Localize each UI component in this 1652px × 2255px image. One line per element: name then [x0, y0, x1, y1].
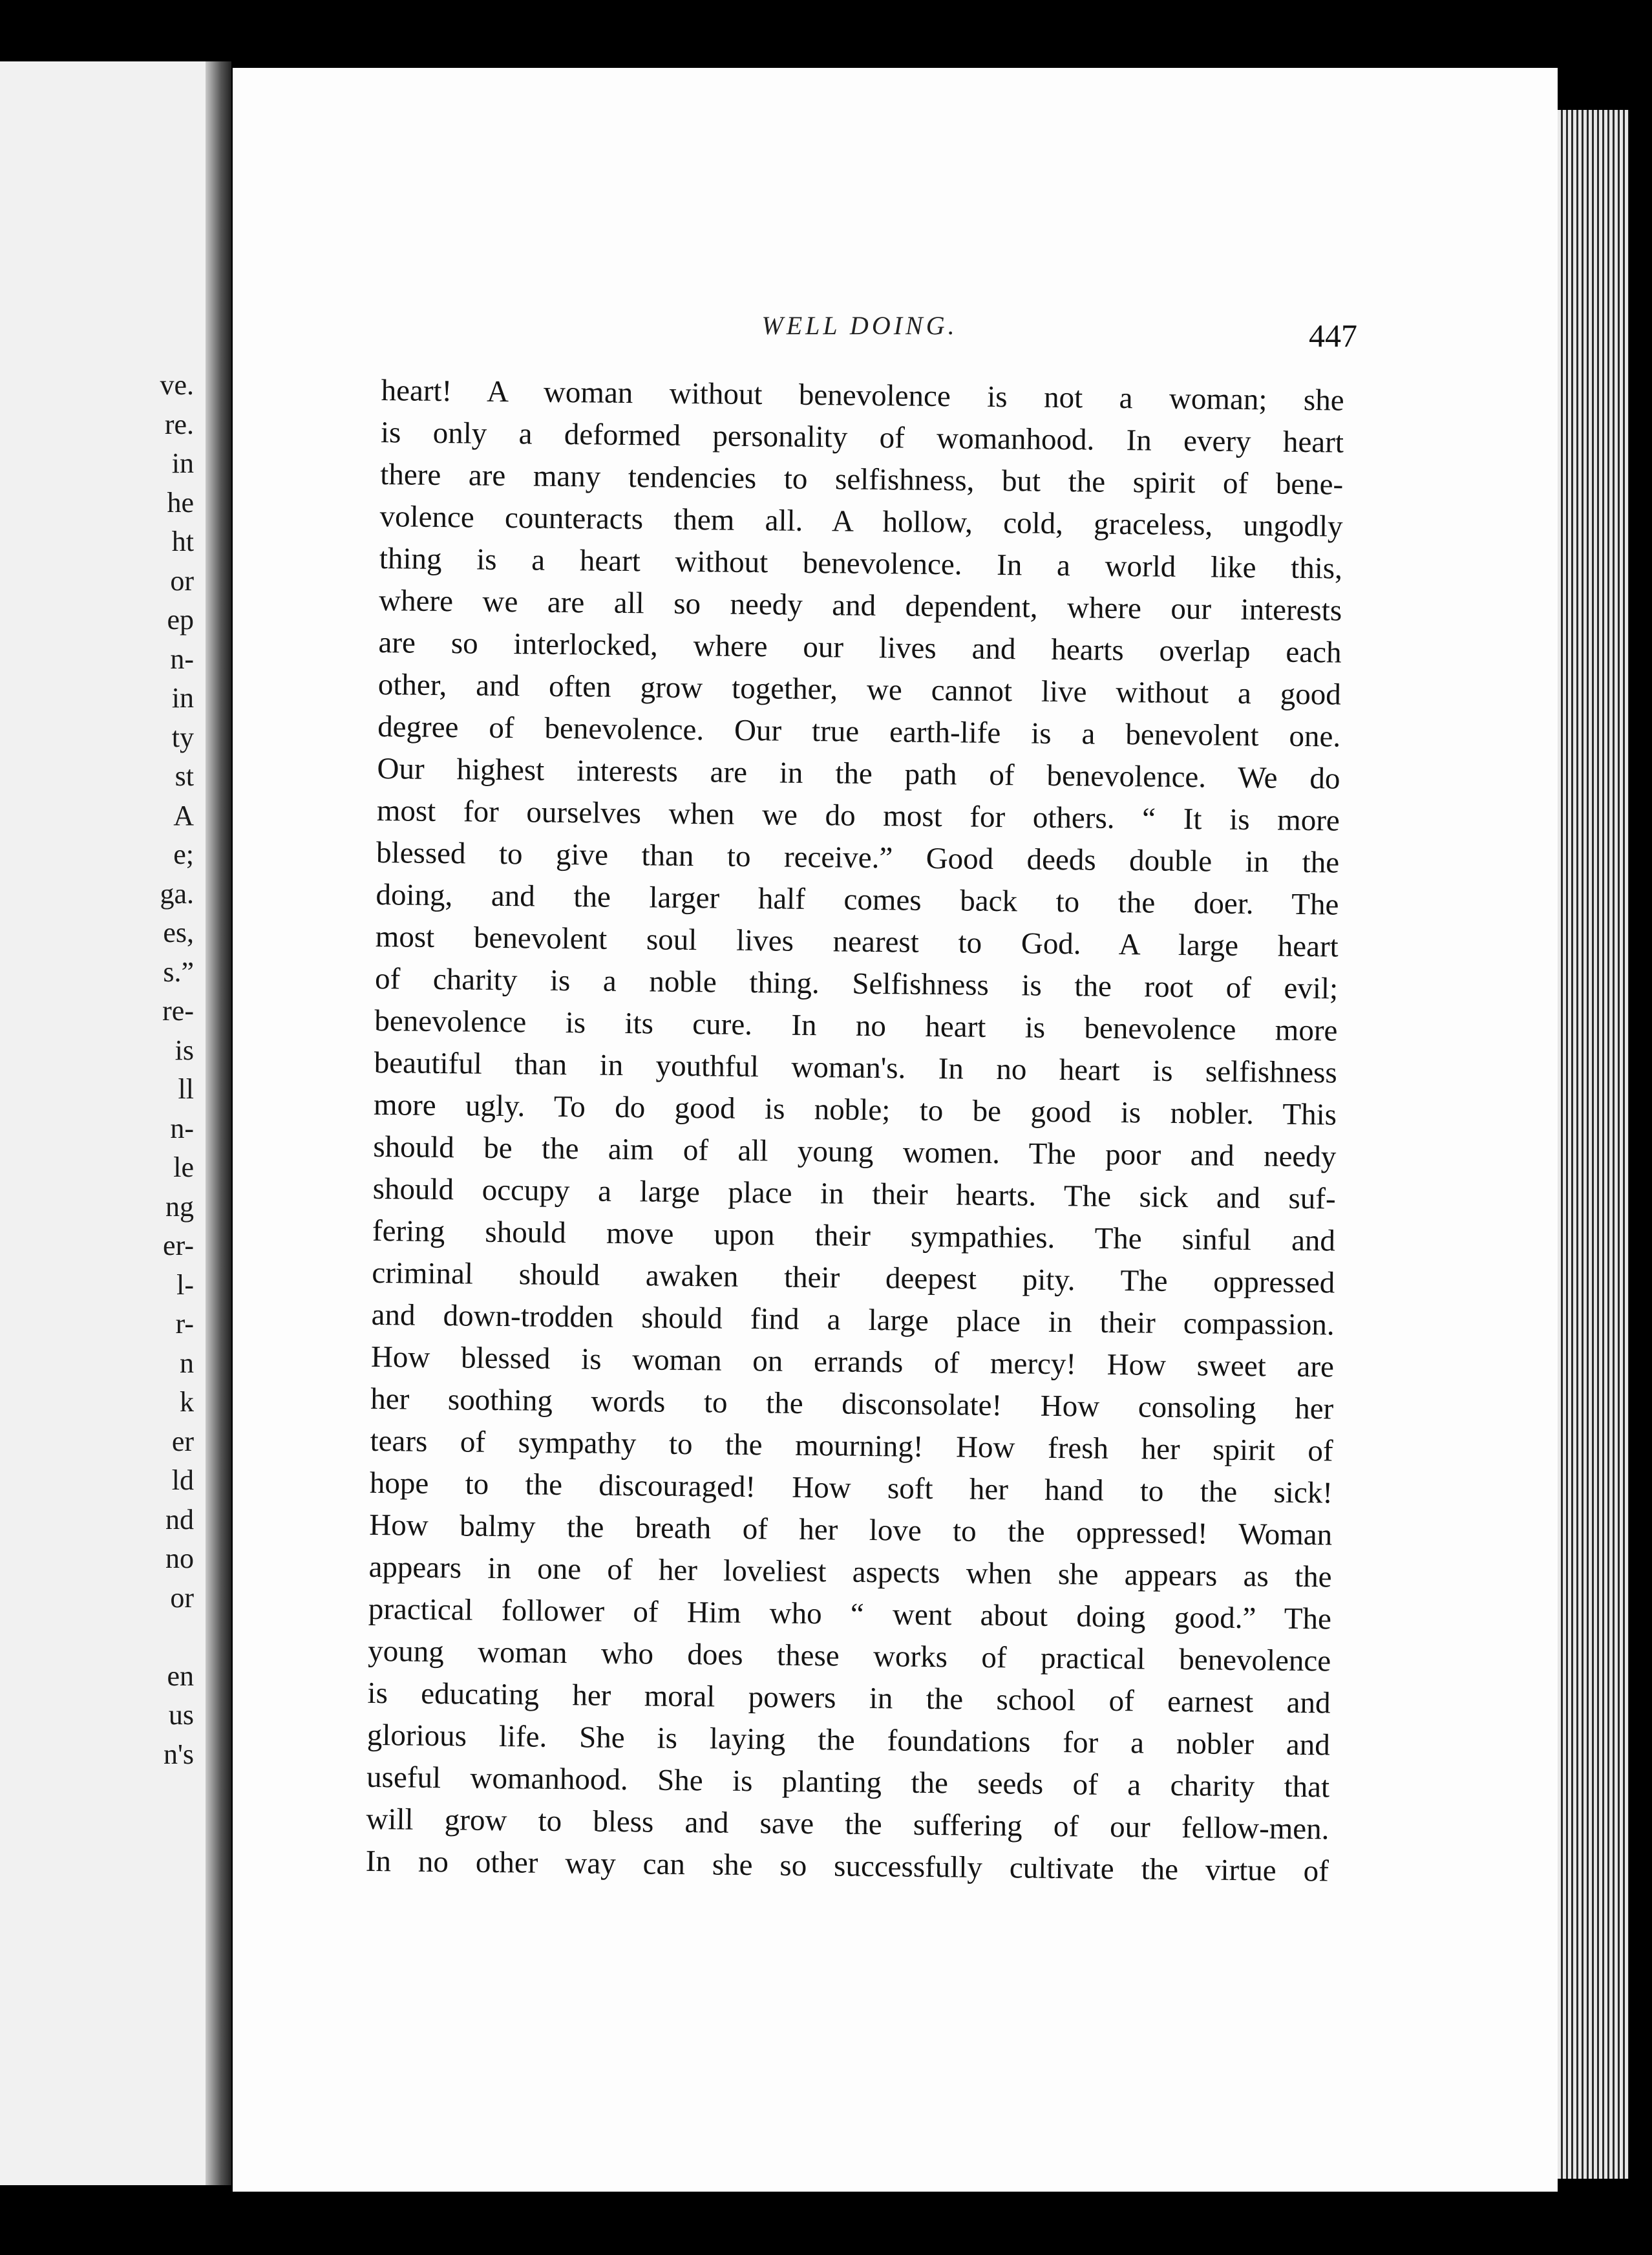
text-line: is educating her moral powers in the school of earnest and	[367, 1676, 1331, 1720]
text-line: beautiful than in youthful woman's. In no heart is selfishness	[374, 1045, 1337, 1090]
left-page-fragment: ep	[167, 604, 194, 636]
left-page-fragment: or	[170, 1582, 194, 1614]
left-page-fragment: s.”	[163, 956, 194, 988]
left-page-fragment: le	[173, 1151, 194, 1183]
left-page-fragment: r-	[175, 1308, 194, 1340]
text-line: In no other way can she so successfully cultivate the virtue of	[365, 1844, 1329, 1888]
left-page-fragment: er-	[163, 1230, 194, 1261]
text-line: other, and often grow together, we cannot live without a good	[377, 667, 1342, 712]
left-page-fragment: in	[171, 682, 194, 714]
left-page-fragment: ty	[171, 721, 194, 753]
text-line: will grow to bless and save the suffering of our fellow-men.	[366, 1802, 1329, 1846]
page-edges	[1558, 110, 1629, 2179]
body-text	[365, 370, 1344, 1892]
text-line: benevolence is its cure. In no heart is benevolence more	[374, 1003, 1338, 1048]
text-line: hope to the discouraged! How soft her hand to the sick!	[369, 1466, 1333, 1510]
left-page-fragment: ga.	[160, 878, 194, 910]
left-page-fragment: n-	[170, 1113, 194, 1144]
text-line: appears in one of her loveliest aspects when she appears as the	[368, 1550, 1332, 1594]
book-gutter	[206, 61, 231, 2185]
left-page-fragment: e;	[173, 839, 194, 870]
left-page-fragment: ve.	[160, 369, 194, 401]
text-line: her soothing words to the disconsolate! How consoling her	[370, 1382, 1334, 1426]
text-line: heart! A woman without benevolence is not a woman; she	[381, 373, 1344, 418]
text-line: doing, and the larger half comes back to the doer. The	[376, 877, 1339, 922]
left-page-fragment: in	[171, 447, 194, 479]
text-line: there are many tendencies to selfishness, but the spirit of bene-	[380, 457, 1344, 502]
text-line: degree of benevolence. Our true earth-life is a benevolent one.	[377, 709, 1341, 754]
text-line: most for ourselves when we do most for others. “ It is more	[376, 793, 1340, 838]
left-page-fragment: k	[180, 1386, 194, 1418]
left-page-fragment: is	[175, 1034, 194, 1066]
left-page-fragment: er	[171, 1426, 194, 1457]
text-line: volence counteracts them all. A hollow, cold, graceless, ungodly	[379, 499, 1343, 544]
text-line: How blessed is woman on errands of mercy! How sweet are	[370, 1340, 1335, 1384]
running-head: WELL DOING.	[761, 311, 958, 340]
text-line: useful womanhood. She is planting the seeds of a charity that	[366, 1760, 1330, 1804]
text-line: criminal should awaken their deepest pity. The oppressed	[372, 1256, 1335, 1300]
left-page-fragment: ng	[165, 1191, 194, 1223]
text-line: blessed to give than to receive.” Good deeds double in the	[376, 835, 1340, 880]
left-page-fragment: en	[167, 1660, 194, 1692]
left-page-fragment: ll	[178, 1073, 194, 1105]
left-page-fragment: us	[168, 1699, 194, 1731]
left-page-fragment: n-	[170, 643, 194, 675]
left-page-fragment: or	[170, 565, 194, 597]
left-page-fragment: n's	[163, 1738, 194, 1770]
text-line: tears of sympathy to the mourning! How fresh her spirit of	[370, 1424, 1333, 1468]
text-line: How balmy the breath of her love to the oppressed! Woman	[369, 1508, 1333, 1552]
text-line: most benevolent soul lives nearest to God. A large heart	[375, 919, 1339, 964]
left-page-fragment: es,	[163, 917, 194, 948]
text-line: where we are all so needy and dependent, where our interests	[378, 583, 1342, 628]
text-line: young woman who does these works of practical benevolence	[367, 1634, 1331, 1678]
left-page-fragment: A	[173, 800, 194, 831]
text-line: and down-trodden should find a large place in their compassion.	[371, 1298, 1335, 1342]
left-page-fragment: re-	[162, 995, 194, 1027]
left-page-fragment: no	[165, 1543, 194, 1574]
text-line: of charity is a noble thing. Selfishness is the root of evil;	[374, 961, 1339, 1006]
left-page-fragment: he	[167, 487, 194, 518]
text-line: are so interlocked, where our lives and hearts overlap each	[378, 625, 1342, 670]
text-line: fering should move upon their sympathies. The sinful and	[372, 1213, 1336, 1258]
text-line: glorious life. She is laying the foundations for a nobler and	[366, 1718, 1331, 1762]
text-line: more ugly. To do good is noble; to be good is nobler. This	[373, 1087, 1337, 1132]
text-line: should occupy a large place in their hearts. The sick and suf-	[372, 1171, 1336, 1216]
text-line: is only a deformed personality of womanhood. In every heart	[380, 415, 1344, 460]
left-page-fragment: re.	[164, 409, 194, 440]
left-page-fragment: ht	[171, 526, 194, 557]
left-page-fragment: st	[175, 760, 194, 792]
left-page-fragment: n	[180, 1347, 194, 1379]
text-line: Our highest interests are in the path of benevolence. We do	[377, 751, 1340, 796]
text-line: thing is a heart without benevolence. In a world like this,	[379, 541, 1343, 586]
text-line: practical follower of Him who “ went about doing good.” The	[368, 1592, 1332, 1636]
left-page-fragment: ld	[171, 1464, 194, 1496]
left-page-fragment: nd	[165, 1504, 194, 1535]
left-page-fragment: l-	[176, 1269, 194, 1301]
text-line: should be the aim of all young women. The poor and needy	[373, 1129, 1337, 1174]
page-number: 447	[1309, 317, 1357, 354]
